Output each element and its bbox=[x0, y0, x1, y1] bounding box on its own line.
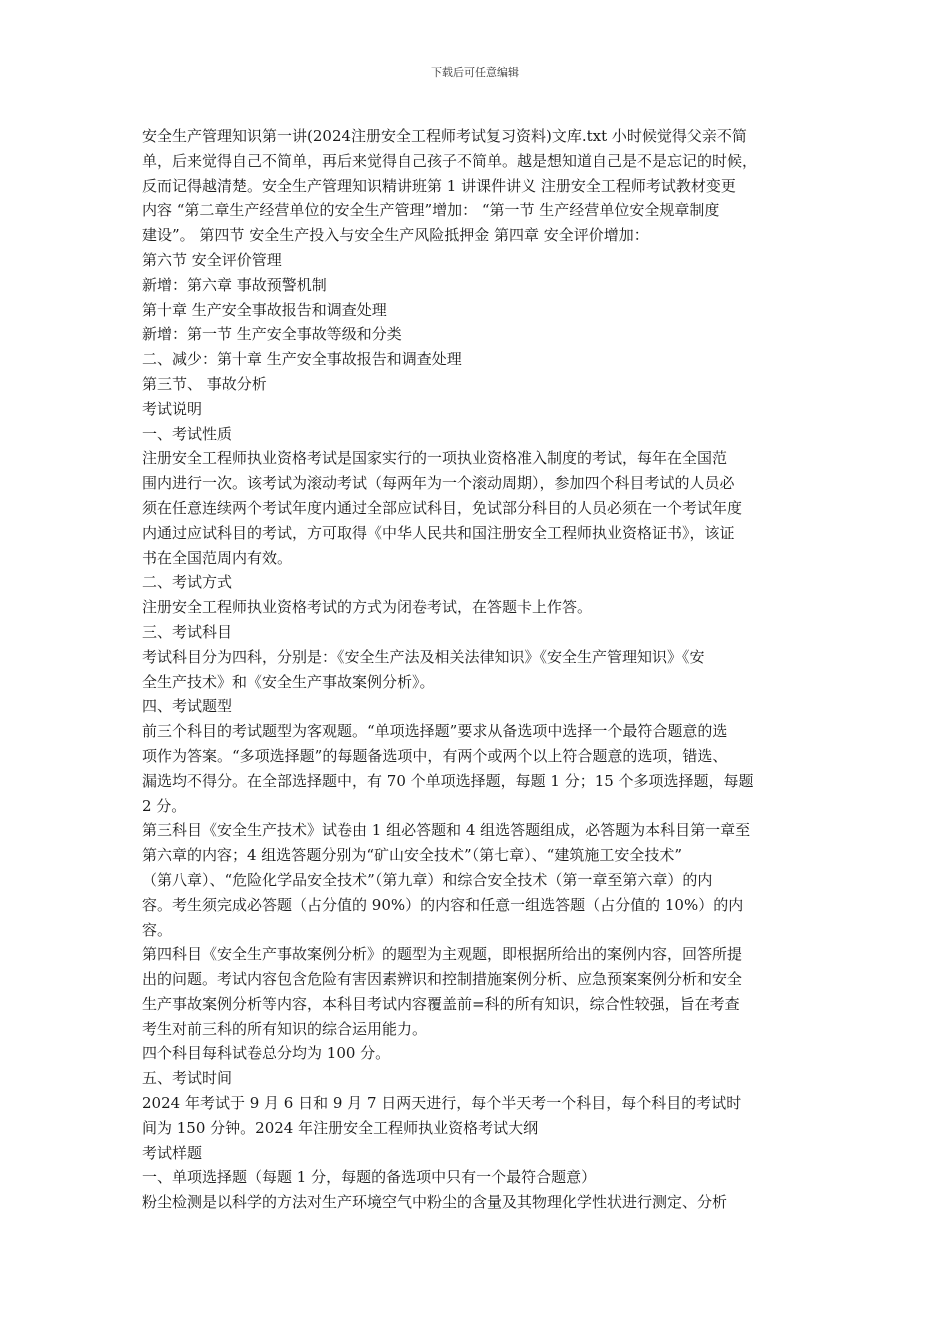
body-line: 2024 年考试于 9 月 6 日和 9 月 7 日两天进行，每个半天考一个科目，每个科目的考试时 bbox=[142, 1094, 742, 1113]
body-line: 2 分。 bbox=[142, 796, 187, 815]
body-line: 新增：第六章 事故预警机制 bbox=[142, 275, 327, 294]
body-line: 须在任意连续两个考试年度内通过全部应试科目，免试部分科目的人员必须在一个考试年度 bbox=[142, 498, 743, 517]
body-line: 粉尘检测是以科学的方法对生产环境空气中粉尘的含量及其物理化学性状进行测定、分析 bbox=[142, 1193, 728, 1212]
body-line: 生产事故案例分析等内容，本科目考试内容覆盖前=科的所有知识，综合性较强，旨在考查 bbox=[142, 994, 740, 1013]
body-line: 内通过应试科目的考试，方可取得《中华人民共和国注册安全工程师执业资格证书》，该证 bbox=[142, 523, 735, 542]
body-line: 漏选均不得分。在全部选择题中，有 70 个单项选择题，每题 1 分；15 个多项选择题，每题 bbox=[142, 771, 754, 790]
body-line: 容。 bbox=[142, 920, 173, 939]
body-line: 全生产技术》和《安全生产事故案例分析》。 bbox=[142, 672, 435, 691]
body-line: 单，后来觉得自己不简单，再后来觉得自己孩子不简单。越是想知道自己是不是忘记的时候， bbox=[142, 151, 758, 170]
body-line: 四个科目每科试卷总分均为 100 分。 bbox=[142, 1044, 391, 1063]
body-line: 考试科目分为四科，分别是：《安全生产法及相关法律知识》《安全生产管理知识》《安 bbox=[142, 647, 705, 666]
section-heading: 第三节、 事故分析 bbox=[142, 374, 267, 393]
section-heading: 五、考试时间 bbox=[142, 1069, 233, 1088]
section-heading: 第十章 生产安全事故报告和调查处理 bbox=[142, 300, 387, 319]
section-heading: 四、考试题型 bbox=[142, 697, 233, 716]
body-line: 安全生产管理知识第一讲(2024注册安全工程师考试复习资料)文库.txt 小时候觉得父亲不简 bbox=[142, 127, 747, 145]
body-line: 项作为答案。“多项选择题”的每题备选项中，有两个或两个以上符合题意的选项，错选、 bbox=[142, 746, 728, 765]
body-line: 书在全国范周内有效。 bbox=[142, 548, 293, 567]
body-line: 间为 150 分钟。2024 年注册安全工程师执业资格考试大纲 bbox=[142, 1118, 539, 1137]
section-heading: 三、考试科目 bbox=[142, 622, 233, 641]
body-line: 围内进行一次。该考试为滚动考试（每两年为一个滚动周期），参加四个科目考试的人员必 bbox=[142, 474, 735, 493]
body-line: 新增：第一节 生产安全事故等级和分类 bbox=[142, 325, 402, 344]
body-line: 建设”。 第四节 安全生产投入与安全生产风险抵押金 第四章 安全评价增加： bbox=[142, 226, 649, 245]
body-line: 内容 “第二章生产经营单位的安全生产管理”增加： “第一节 生产经营单位安全规章制度 bbox=[142, 201, 720, 220]
section-heading: 第六节 安全评价管理 bbox=[142, 250, 282, 269]
section-heading: 考试样题 bbox=[142, 1143, 203, 1162]
page-header: 下载后可任意编辑 bbox=[431, 66, 519, 79]
body-line: 容。考生须完成必答题（占分值的 90%）的内容和任意一组选答题（占分值的 10%）的内 bbox=[142, 895, 744, 914]
section-heading: 考试说明 bbox=[142, 399, 203, 418]
body-line: 考生对前三科的所有知识的综合运用能力。 bbox=[142, 1019, 428, 1038]
section-heading: 二、考试方式 bbox=[142, 573, 233, 592]
section-heading: 一、考试性质 bbox=[142, 424, 233, 443]
body-line: 第四科目《安全生产事故案例分析》的题型为主观题，即根据所给出的案例内容，回答所提 bbox=[142, 945, 743, 964]
body-line: （第八章）、“危险化学品安全技术”（第九章）和综合安全技术（第一章至第六章）的内 bbox=[142, 870, 713, 889]
body-line: 前三个科目的考试题型为客观题。“单项选择题”要求从备选项中选择一个最符合题意的选 bbox=[142, 722, 728, 741]
body-line: 注册安全工程师执业资格考试是国家实行的一项执业资格准入制度的考试，每年在全国范 bbox=[142, 449, 728, 468]
body-line: 二、减少：第十章 生产安全事故报告和调查处理 bbox=[142, 350, 462, 369]
document-body bbox=[142, 124, 810, 1215]
body-line: 第三科目《安全生产技术》试卷由 1 组必答题和 4 组选答题组成，必答题为本科目第一章至 bbox=[142, 821, 751, 840]
body-line: 反而记得越清楚。安全生产管理知识精讲班第 1 讲课件讲义 注册安全工程师考试教材变更 bbox=[142, 176, 736, 195]
body-line: 注册安全工程师执业资格考试的方式为闭卷考试，在答题卡上作答。 bbox=[142, 598, 593, 617]
body-line: 出的问题。考试内容包含危险有害因素辨识和控制措施案例分析、应急预案案例分析和安全 bbox=[142, 970, 743, 989]
body-line: 第六章的内容；4 组选答题分别为“矿山安全技术”（第七章）、“建筑施工安全技术” bbox=[142, 846, 682, 865]
body-line: 一、单项选择题（每题 1 分，每题的备选项中只有一个最符合题意） bbox=[142, 1168, 597, 1187]
